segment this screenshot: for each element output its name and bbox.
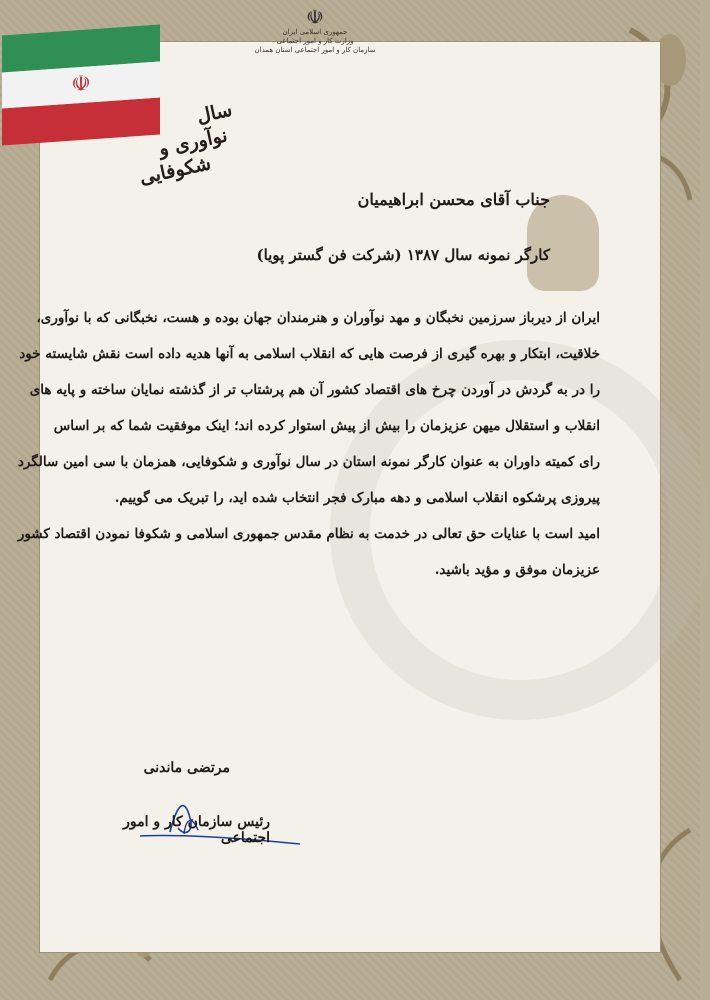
year-slogan xyxy=(122,98,252,228)
header-line: وزارت کار و امور اجتماعی xyxy=(276,37,354,45)
signatory-title: رئیس سازمان کار و امور اجتماعی xyxy=(123,814,270,846)
header-line: جمهوری اسلامی ایران xyxy=(282,28,348,36)
body-line: رای کمیته داوران به عنوان کارگر نمونه استان در سال نوآوری و شکوفایی، همزمان با سی امین سالگرد xyxy=(17,454,600,470)
award-subtitle: کارگر نمونه سال ۱۳۸۷ (شرکت فن گستر پویا) xyxy=(256,246,550,264)
body-line: امید است با عنایات حق تعالی در خدمت به نظام مقدس جمهوری اسلامی و شکوفا نمودن اقتصاد کشور xyxy=(17,526,600,542)
worker-helmet-logo xyxy=(527,195,599,291)
header-line: سازمان کار و امور اجتماعی استان همدان xyxy=(254,46,376,54)
body-line: پیروزی پرشکوه انقلاب اسلامی و دهه مبارک فجر انتخاب شده اید، را تبریک می گوییم. xyxy=(114,490,600,506)
body-line: خلاقیت، ابتکار و بهره گیری از فرصت هایی که انقلاب اسلامی به آنها هدیه داده است نقش شایسته خود xyxy=(19,346,600,362)
body-line: را در به گردش در آوردن چرخ های اقتصاد کشور آن هم پرشتاب تر از گذشته نمایان ساخته و پایه های xyxy=(29,382,600,398)
ministry-header xyxy=(235,6,395,86)
signatory-name: مرتضی ماندنی xyxy=(143,760,230,776)
body-line: عزیزمان موفق و مؤید باشید. xyxy=(434,562,600,578)
recipient-name: جناب آقای محسن ابراهیمیان xyxy=(357,190,550,209)
state-emblem-icon: ☫ xyxy=(306,5,324,29)
year-slogan-line: شکوفایی xyxy=(137,152,213,189)
body-line: انقلاب و استقلال میهن عزیزمان را بیش از پیش استوار کرده اند؛ اینک موفقیت شما که بر اساس xyxy=(53,418,600,434)
flag-emblem-icon: ☫ xyxy=(71,70,91,98)
year-slogan-line: نوآوری و xyxy=(156,124,230,161)
body-line: ایران از دیرباز سرزمین نخبگان و مهد نوآوران و هنرمندان جهان بوده و هست، نخبگانی که با نوآوری، xyxy=(36,310,600,326)
year-slogan-line: سال xyxy=(194,98,235,128)
certificate-body xyxy=(17,300,600,588)
